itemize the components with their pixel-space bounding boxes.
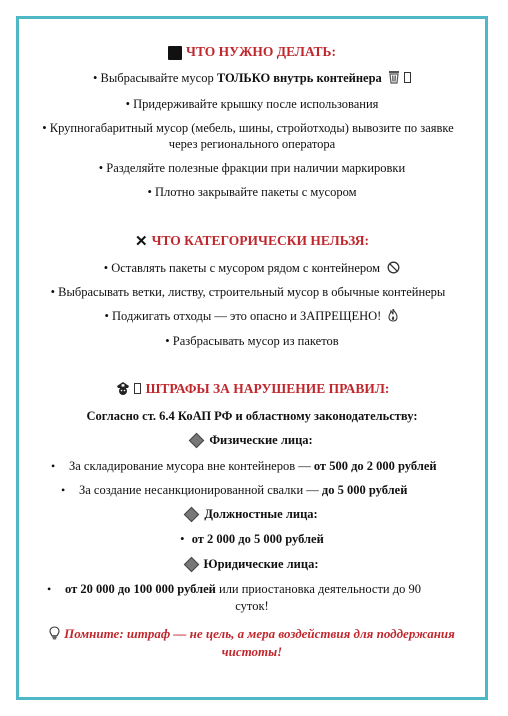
list-bullet: • [51, 459, 56, 473]
fines-intro: Согласно ст. 6.4 КоАП РФ и областному законодательству: [86, 409, 418, 423]
checkbox-icon: ✓ [168, 46, 182, 60]
legal-label-text: Юридические лица: [203, 557, 319, 571]
police-icon [115, 381, 131, 396]
do-item-1-prefix: • Выбрасывайте мусор [93, 71, 217, 85]
notice-frame [16, 16, 488, 700]
do-item-5: • Плотно закрывайте пакеты с мусором [147, 185, 357, 199]
dont-item-3 [19, 308, 485, 324]
do-item-3-line2: через регионального оператора [168, 137, 336, 151]
trash-icon [388, 70, 400, 84]
individuals-label-text: Физические лица: [209, 433, 313, 447]
do-heading [19, 44, 485, 60]
list-bullet: • [61, 483, 66, 497]
lightbulb-icon [49, 626, 60, 640]
officials-item-1-bold: от 2 000 до 5 000 рублей [191, 532, 324, 546]
legal-item-1-suffix: или приостановка деятельности до 90 [215, 582, 421, 596]
reminder-line1 [19, 625, 485, 643]
do-item-2: • Придерживайте крышку после использования [125, 97, 379, 111]
do-item-3-line1: • Крупногабаритный мусор (мебель, шины, стройотходы) вывозите по заявке [42, 121, 454, 135]
reminder-line2: чистоты! [221, 644, 283, 659]
notice-content [19, 19, 485, 697]
list-bullet: • [47, 582, 52, 596]
individuals-item-1-prefix: За складирование мусора вне контейнеров — [69, 459, 314, 473]
officials-item-1 [19, 531, 485, 547]
legal-item-1 [47, 581, 485, 597]
individuals-item-1 [51, 458, 485, 474]
dont-heading-text: ЧТО КАТЕГОРИЧЕСКИ НЕЛЬЗЯ: [151, 233, 370, 248]
individuals-item-2 [61, 482, 485, 498]
legal-label [19, 556, 485, 572]
do-item-1-bold: ТОЛЬКО внутрь контейнера [216, 71, 382, 85]
officials-label [19, 506, 485, 522]
fines-heading-text: ШТРАФЫ ЗА НАРУШЕНИЕ ПРАВИЛ: [145, 381, 390, 396]
flame-icon [387, 308, 399, 322]
diamond-icon [184, 506, 200, 522]
dont-item-2: • Выбрасывать ветки, листву, строительный мусор в обычные контейнеры [50, 285, 446, 299]
dont-item-1-text: • Оставлять пакеты с мусором рядом с контейнером [103, 261, 381, 275]
legal-item-1-line2: суток! [235, 599, 269, 613]
do-heading-text: ЧТО НУЖНО ДЕЛАТЬ: [186, 44, 336, 59]
individuals-item-2-bold: до 5 000 рублей [321, 483, 408, 497]
placeholder-glyph-icon [134, 383, 141, 394]
cross-icon: ✕ [134, 233, 148, 250]
dont-item-3-text: • Поджигать отходы — это опасно и ЗАПРЕЩЕНО! [104, 309, 382, 323]
fines-heading [19, 381, 485, 397]
individuals-label [19, 432, 485, 448]
dont-heading [19, 233, 485, 250]
dont-item-1 [19, 260, 485, 276]
do-item-4: • Разделяйте полезные фракции при наличии маркировки [98, 161, 406, 175]
dont-item-4: • Разбрасывать мусор из пакетов [165, 334, 339, 348]
officials-label-text: Должностные лица: [204, 507, 318, 521]
individuals-item-2-prefix: За создание несанкционированной свалки — [79, 483, 322, 497]
diamond-icon [183, 556, 199, 572]
placeholder-glyph-icon [404, 72, 411, 83]
legal-item-1-bold: от 20 000 до 100 000 рублей [65, 582, 216, 596]
diamond-icon [189, 432, 205, 448]
reminder-text-line1: Помните: штраф — не цель, а мера воздействия для поддержания [64, 626, 455, 641]
no-entry-icon [387, 261, 400, 274]
do-item-1 [19, 70, 485, 86]
list-bullet: • [180, 532, 185, 546]
individuals-item-1-bold: от 500 до 2 000 рублей [313, 459, 437, 473]
